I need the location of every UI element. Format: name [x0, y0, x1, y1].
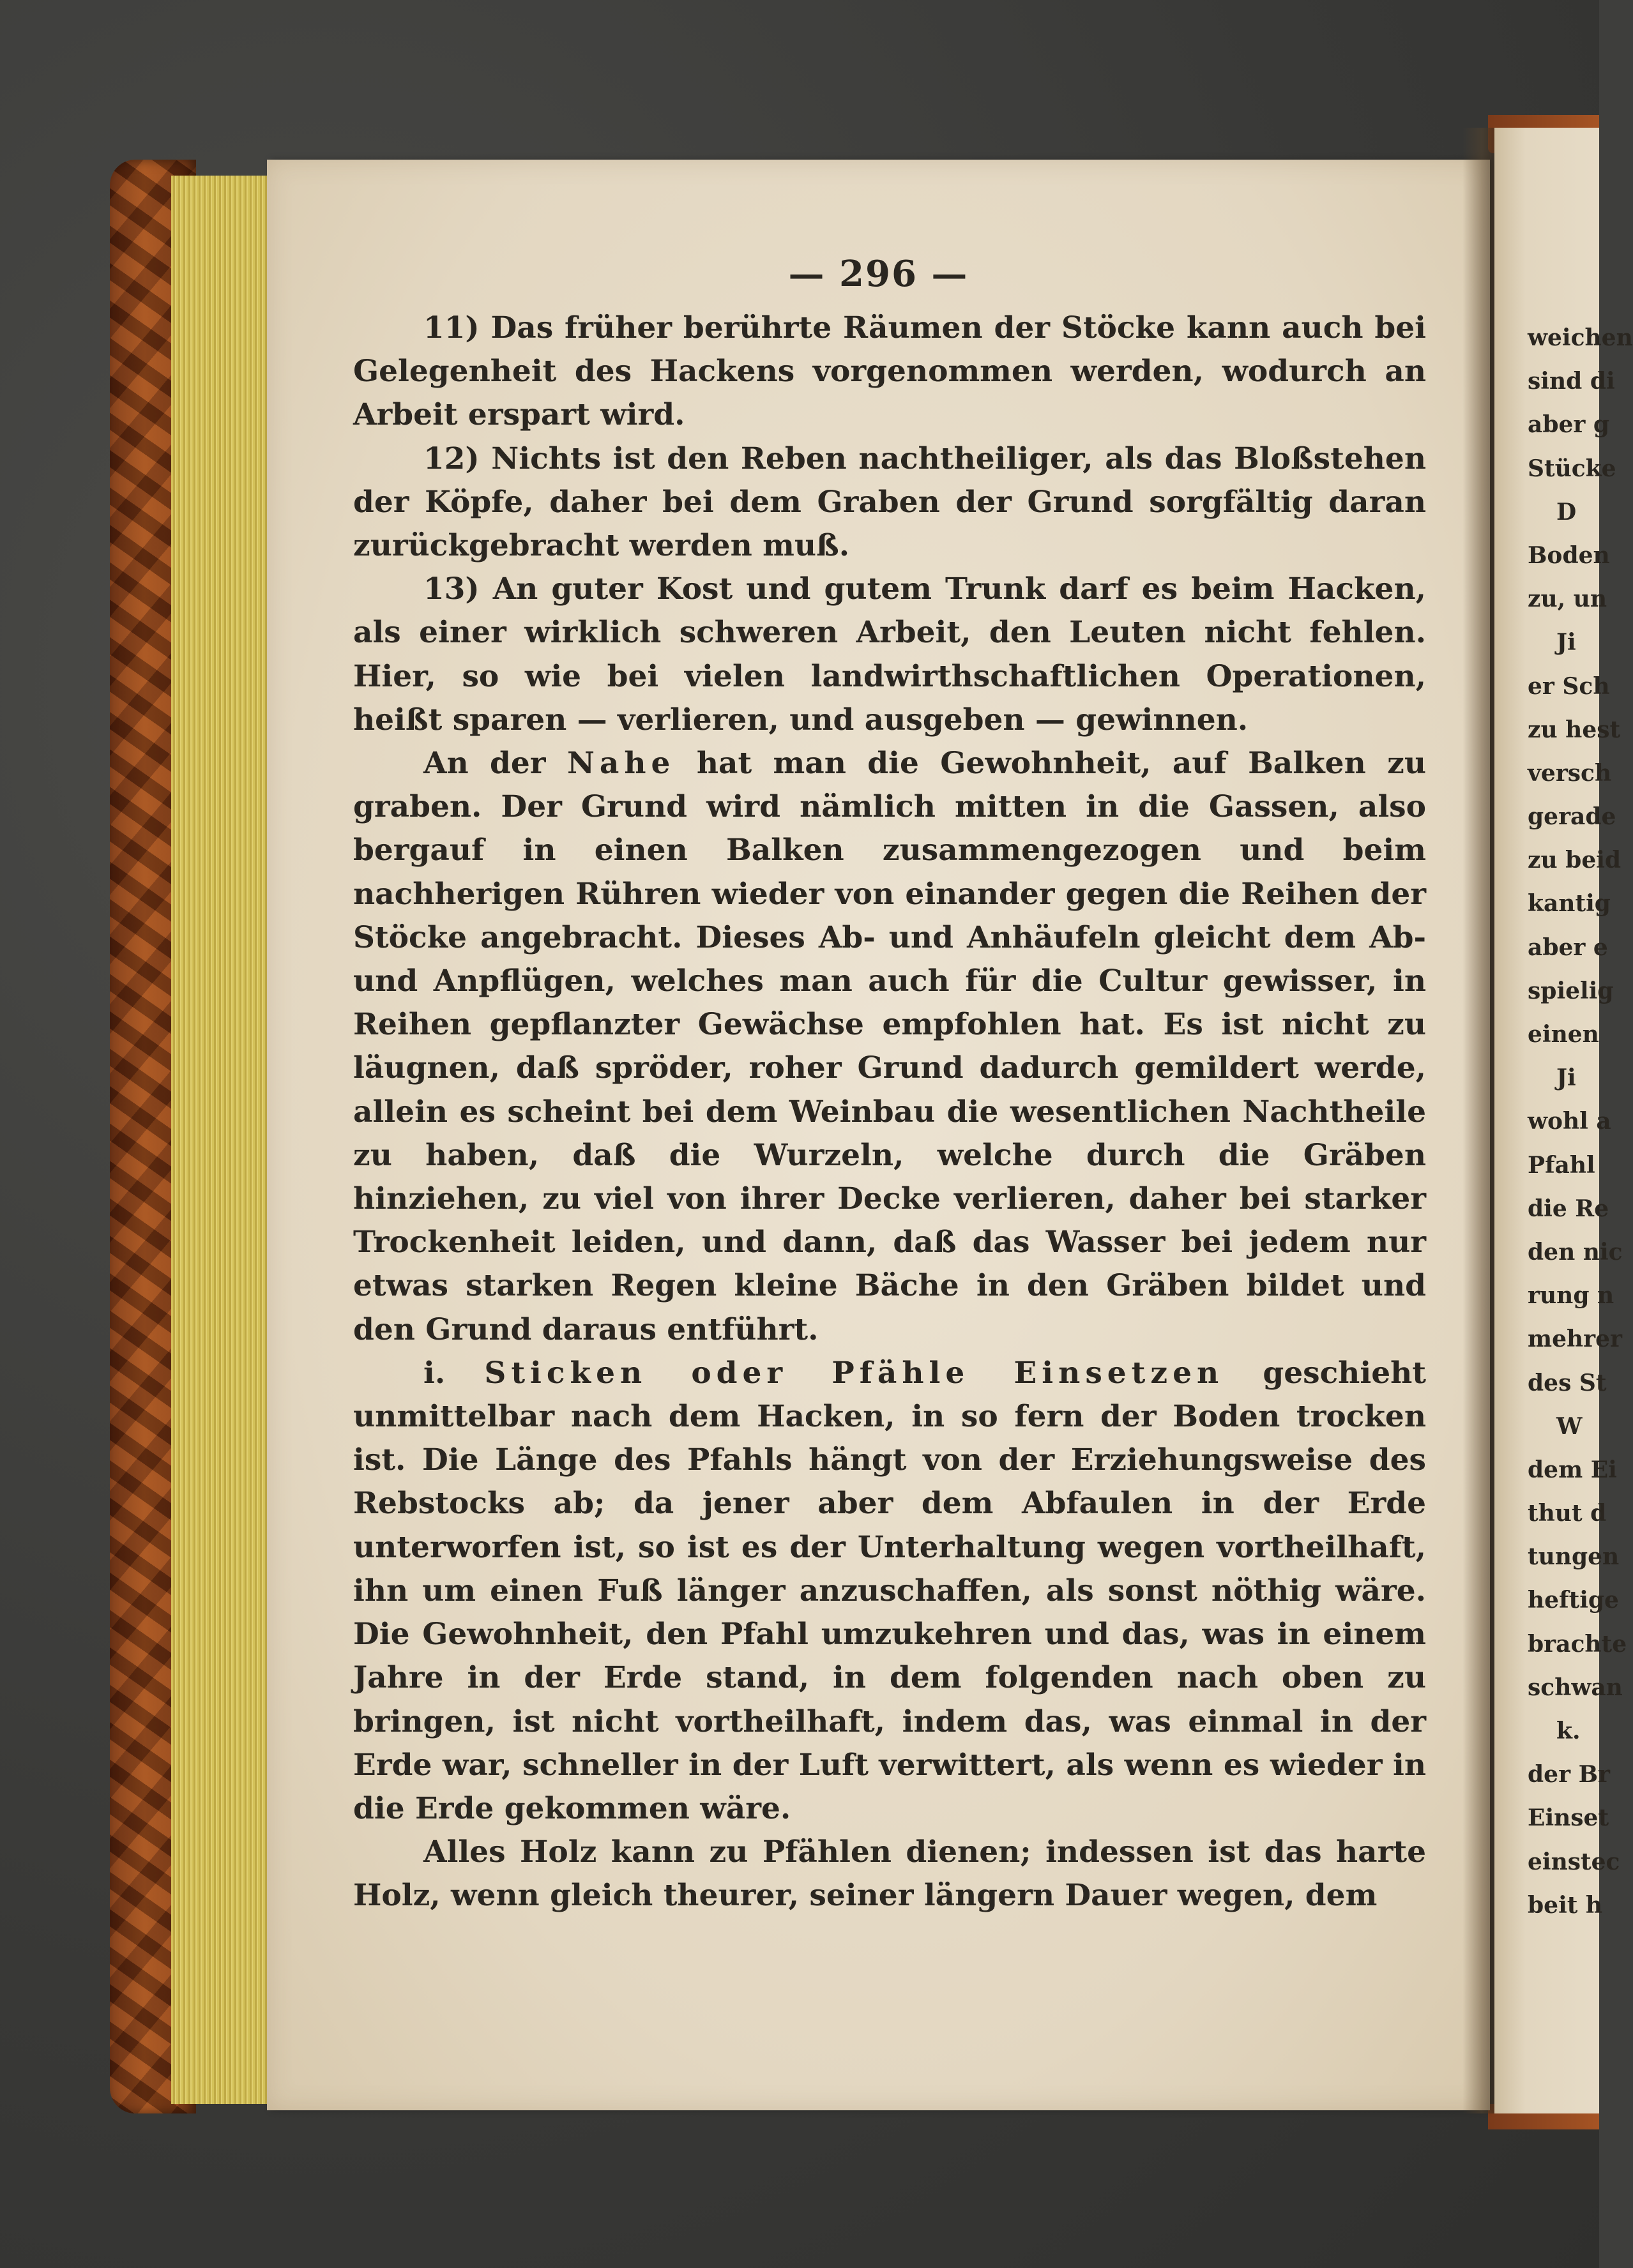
facing-line: den nic [1528, 1238, 1623, 1266]
paragraph-11: 11) Das früher berührte Räumen der Stöcke kann auch bei Gelegenheit des Hackens vorgenommen werden, wodurch an Arbeit erspart wird. [353, 310, 1426, 433]
paragraph-12: 12) Nichts ist den Reben nachtheiliger, als das Bloßstehen der Köpfe, daher bei dem Graben der Grund sorgfältig daran zurückgebracht werden muß. [353, 441, 1426, 564]
spaced-word-nahe: Nahe [566, 746, 676, 782]
paragraph-i [353, 1352, 1426, 1831]
page-text [353, 306, 1426, 1918]
facing-line: spielig [1528, 977, 1614, 1004]
facing-line: gerade [1528, 803, 1616, 831]
facing-line: zu hest [1528, 716, 1621, 743]
facing-line: zu beid [1528, 847, 1622, 874]
page-number: — 296 — [788, 253, 969, 295]
facing-line: Ji [1556, 629, 1576, 656]
facing-line: heftige [1528, 1587, 1619, 1614]
facing-line: rung n [1528, 1282, 1614, 1310]
facing-line: Stücke [1528, 455, 1616, 482]
facing-line: versch [1528, 759, 1612, 787]
paragraph-i-rest: geschieht unmittelbar nach dem Hacken, in so fern der Boden trocken ist. Die Länge des Pfahls hängt von der Erziehungsweise des Rebstocks ab; da jener aber dem Abfaulen in der Erde unterworfen ist, so ist es der Unterhaltung wegen vortheilhaft, ihn um einen Fuß länger anzuschaffen, als sonst nöthig wäre. Die Gewohnheit, den Pfahl umzukehren und das, was in einem Jahre in der Erde stand, in dem folgenden nach oben zu bringen, ist nicht vortheilhaft, indem das, was einmal in der Erde war, schneller in der Luft verwittert, als wenn es wieder in die Erde gekommen wäre. [353, 1355, 1426, 1826]
paragraph-nahe-start: An der [423, 746, 567, 782]
gilt-page-edges [171, 176, 270, 2104]
facing-line: wohl a [1528, 1108, 1611, 1135]
facing-line: sind di [1528, 368, 1615, 395]
facing-line: mehrer [1528, 1326, 1623, 1353]
facing-line: schwan [1528, 1674, 1623, 1701]
facing-line: einstec [1528, 1848, 1620, 1875]
paragraph-13: 13) An guter Kost und gutem Trunk darf es beim Hacken, als einer wirklich schweren Arbeit, den Leuten nicht fehlen. Hier, so wie bei vielen landwirthschaftlichen Operationen, heißt sparen — verlieren, und ausgeben — gewinnen. [353, 571, 1426, 737]
facing-line: weichen [1528, 324, 1633, 351]
section-marker-i: i. [423, 1355, 485, 1391]
facing-line: aber e [1528, 934, 1608, 961]
facing-line: zu, un [1528, 586, 1607, 613]
facing-line: brachte [1528, 1630, 1627, 1658]
section-heading-sticken: Sticken oder Pfähle Einsetzen [484, 1355, 1224, 1391]
paragraph-nahe-rest: hat man die Gewohnheit, auf Balken zu graben. Der Grund wird nämlich mitten in die Gassen, also bergauf in einen Balken zusammengezogen und beim nachherigen Rühren wieder von einander gegen die Reihen der Stöcke angebracht. Dieses Ab- und Anhäufeln gleicht dem Ab- und Anpflügen, welches man auch für die Cultur gewisser, in Reihen gepflanzter Gewächse empfohlen hat. Es ist nicht zu läugnen, daß spröder, roher Grund dadurch gemildert werde, allein es scheint bei dem Weinbau die wesentlichen Nachtheile zu haben, daß die Wurzeln, welche durch die Gräben hinziehen, zu viel von ihrer Decke verlieren, daher bei starker Trockenheit leiden, und dann, daß das Wasser bei jedem nur etwas starken Regen kleine Bäche in den Gräben bildet und den Grund daraus entführt. [353, 746, 1426, 1347]
paragraph-nahe [353, 742, 1426, 1352]
book-gutter [1462, 128, 1494, 2113]
facing-line: die Re [1528, 1195, 1609, 1222]
facing-line: beit h [1528, 1891, 1603, 1919]
paragraph-holz: Alles Holz kann zu Pfählen dienen; indessen ist das harte Holz, wenn gleich theurer, seiner längern Dauer wegen, dem [353, 1834, 1426, 1914]
facing-line: Pfahl [1528, 1151, 1595, 1179]
facing-line: Einset [1528, 1804, 1609, 1832]
facing-line: aber g [1528, 411, 1610, 439]
facing-line: der Br [1528, 1761, 1610, 1788]
facing-line: Boden [1528, 541, 1610, 569]
facing-page-text [1528, 316, 1633, 1927]
facing-line: Ji [1556, 1064, 1576, 1092]
facing-line: tungen [1528, 1543, 1620, 1571]
facing-line: einen [1528, 1021, 1599, 1048]
facing-line: dem Ei [1528, 1456, 1617, 1483]
facing-line: des St [1528, 1369, 1607, 1396]
facing-line: kantig [1528, 890, 1611, 918]
facing-line: er Sch [1528, 672, 1610, 700]
facing-line: thut d [1528, 1500, 1607, 1527]
facing-line: W [1556, 1412, 1583, 1440]
book-page [267, 160, 1490, 2110]
facing-line: D [1556, 498, 1577, 525]
facing-line: k. [1556, 1718, 1581, 1744]
